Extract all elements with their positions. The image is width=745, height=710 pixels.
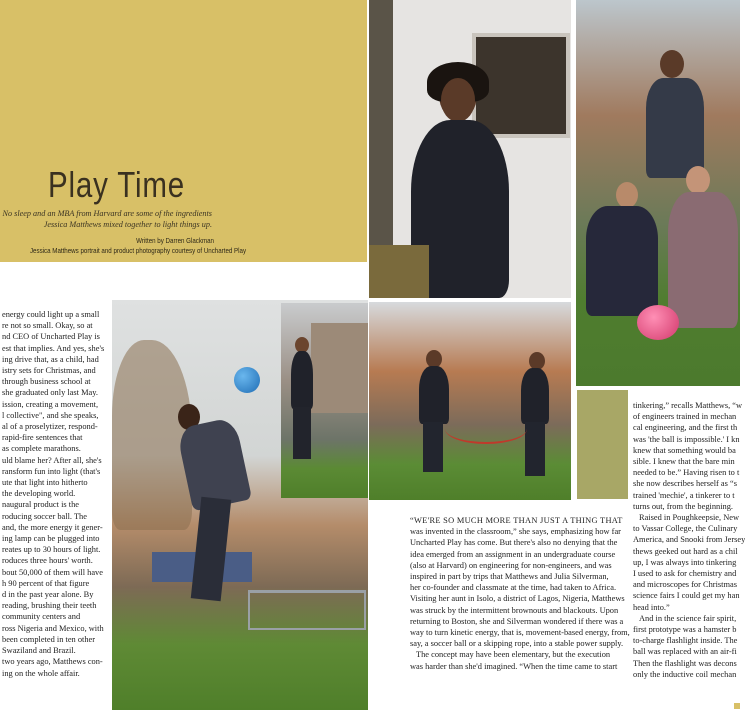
skipping-rope — [445, 414, 527, 444]
text-line: turns out, from the beginning. — [633, 501, 734, 511]
text-line: and microscopes for Christmas — [633, 580, 737, 590]
text-line: community centers and — [2, 612, 81, 622]
text-line: sible. I knew that the bare min — [633, 457, 735, 467]
text-line: h 90 percent of that figure — [2, 578, 90, 588]
text-line: istry sets for Christmas, and — [2, 366, 96, 376]
text-line: bout 50,000 of them will have — [2, 567, 103, 577]
text-line: thews geeked out hard as a chil — [633, 546, 738, 556]
text-line: Visiting her aunt in Isolo, a district of Lagos, Nigeria, Matthews — [410, 594, 625, 604]
text-line: through business school at — [2, 377, 91, 387]
group-person-1 — [646, 78, 704, 178]
text-line: returning to Boston, she and Silverman wondered if there was a — [410, 616, 624, 626]
kid-legs — [191, 497, 231, 602]
text-line: knew that something would ba — [633, 445, 736, 455]
text-line: re not so small. Okay, so at — [2, 321, 93, 331]
text-line: was 'the ball is impossible.' I kn — [633, 434, 740, 444]
text-line: d in the past year alone. By — [2, 590, 94, 600]
text-line: est that implies. And yes, she's — [2, 343, 105, 353]
group-face-2 — [616, 182, 638, 208]
text-line: reates up to 30 hours of light. — [2, 545, 101, 555]
text-line: cal engineering, and the first th — [633, 423, 738, 433]
text-line: naugural product is the — [2, 500, 79, 510]
text-line: the developing world. — [2, 489, 76, 499]
text-line: was invented in the classroom,” she says, emphasizing how far — [410, 527, 621, 537]
text-line: she graduated only last May. — [2, 388, 98, 398]
text-line: say, a soccer ball or a skipping rope, into a stable power supply. — [410, 639, 624, 649]
text-line: up, I was always into tinkering — [633, 557, 737, 567]
text-line: first prototype was a hamster b — [633, 625, 737, 635]
text-line: inspired in part by trips that Matthews and Julia Silverman, — [410, 572, 609, 582]
text-line: Swaziland and Brazil. — [2, 646, 76, 656]
text-line: roducing soccer ball. The — [2, 511, 87, 521]
text-line: (also at Harvard) on engineering for non-engineers, and was — [410, 560, 612, 570]
group-face-1 — [660, 50, 684, 78]
jogging-photo — [281, 303, 368, 498]
text-line: ute that light into hitherto — [2, 478, 88, 488]
text-line: ission, creating a movement, — [2, 399, 99, 409]
text-line: to-charge flashlight inside. The — [633, 636, 738, 646]
rope-person-1-legs — [423, 422, 443, 472]
text-line: roduces three hours' worth. — [2, 556, 93, 566]
group-person-2 — [586, 206, 658, 316]
pink-soccer-ball — [637, 305, 679, 340]
text-line: only the inductive coil mechan — [633, 669, 737, 679]
text-line: And in the science fair spirit, — [639, 613, 737, 623]
text-line: ing lamp can be plugged into — [2, 534, 100, 544]
text-line: reading, brushing their teeth — [2, 601, 97, 611]
text-column-middle — [410, 515, 630, 672]
text-line: of engineers trained in mechan — [633, 412, 737, 422]
text-line: science fairs I could get my han — [633, 591, 740, 601]
text-line: was harder than she'd imagined. “When the time came to start — [410, 661, 618, 671]
article-subtitle-line1: No sleep and an MBA from Harvard are some of the ingredients — [2, 209, 212, 218]
text-line-lead: “WE'RE SO MUCH MORE THAN JUST A THING THAT — [410, 516, 623, 525]
text-line: head into.” — [633, 602, 670, 612]
text-line: nd CEO of Uncharted Play is — [2, 332, 100, 342]
text-line: needed to be.” Having risen to t — [633, 468, 740, 478]
skipping-rope-photo — [369, 302, 571, 500]
text-line: al of a proselytizer, respond- — [2, 422, 98, 432]
text-line: way to turn kinetic energy, that is, movement-based energy, from, — [410, 628, 630, 638]
text-line: idea emerged from an assignment in an undergraduate course — [410, 549, 616, 559]
text-line: l collective", and she speaks, — [2, 410, 99, 420]
text-line: ing drive that, as a child, had — [2, 354, 99, 364]
text-line: Raised in Poughkeepsie, New — [639, 513, 740, 523]
portrait-face-front — [441, 78, 475, 122]
text-line: ross Nigeria and Mexico, with — [2, 623, 104, 633]
article-title: Play Time — [48, 164, 185, 205]
group-face-3 — [686, 166, 710, 194]
building — [311, 323, 368, 413]
photo-credit: Jessica Matthews portrait and product photography courtesy of Uncharted Play — [29, 246, 247, 255]
group-person-3 — [668, 192, 738, 328]
text-line: two years ago, Matthews con- — [2, 657, 103, 667]
jogger-body — [291, 351, 313, 409]
text-line: as complete marathons. — [2, 444, 81, 454]
text-column-left — [2, 309, 109, 679]
text-line: Uncharted Play has come. But there's also no denying that the — [410, 538, 618, 548]
text-line: trained 'mechie', a tinkerer to t — [633, 490, 735, 500]
text-line: and, the more energy it gener- — [2, 522, 103, 532]
byline: Written by Darren Glackman — [136, 236, 214, 245]
portrait-shelf — [369, 245, 429, 298]
text-line: Then the flashlight was decons — [633, 658, 737, 668]
blue-soccer-ball — [234, 367, 260, 393]
text-line: ing on the whole affair. — [2, 668, 80, 678]
text-line: been completed in ten other — [2, 634, 96, 644]
metal-barrier — [248, 590, 366, 630]
text-line: rapid-fire sentences that — [2, 433, 83, 443]
jogger-legs — [293, 407, 311, 459]
text-line: to Vassar College, the Culinary — [633, 524, 738, 534]
page-corner-mark — [734, 703, 740, 709]
text-line: her co-founder and classmate at the time, had taken to Africa. — [410, 583, 617, 593]
text-line: The concept may have been elementary, but the execution — [416, 650, 611, 660]
text-line: I used to ask for chemistry and — [633, 569, 737, 579]
text-line: uld blame her? After all, she's — [2, 455, 102, 465]
accent-box — [577, 390, 628, 499]
text-line: tinkering,” recalls Matthews, “w — [633, 401, 743, 410]
text-column-right — [633, 400, 745, 680]
article-subtitle-line2: Jessica Matthews mixed together to light things up. — [43, 220, 212, 229]
text-line: ball was replaced with an air-fi — [633, 647, 737, 657]
rope-person-2-legs — [525, 422, 545, 476]
text-line: America, and Snooki from Jersey — [633, 535, 745, 545]
text-line: was struck by the intermittent brownouts and blackouts. Upon — [410, 605, 619, 615]
autumn-tree — [112, 340, 192, 530]
portrait-photo — [369, 0, 571, 298]
text-line: energy could light up a small — [2, 310, 100, 319]
text-line: she now describes herself as “s — [633, 479, 737, 489]
text-line: ransform fun into light (that's — [2, 466, 101, 476]
